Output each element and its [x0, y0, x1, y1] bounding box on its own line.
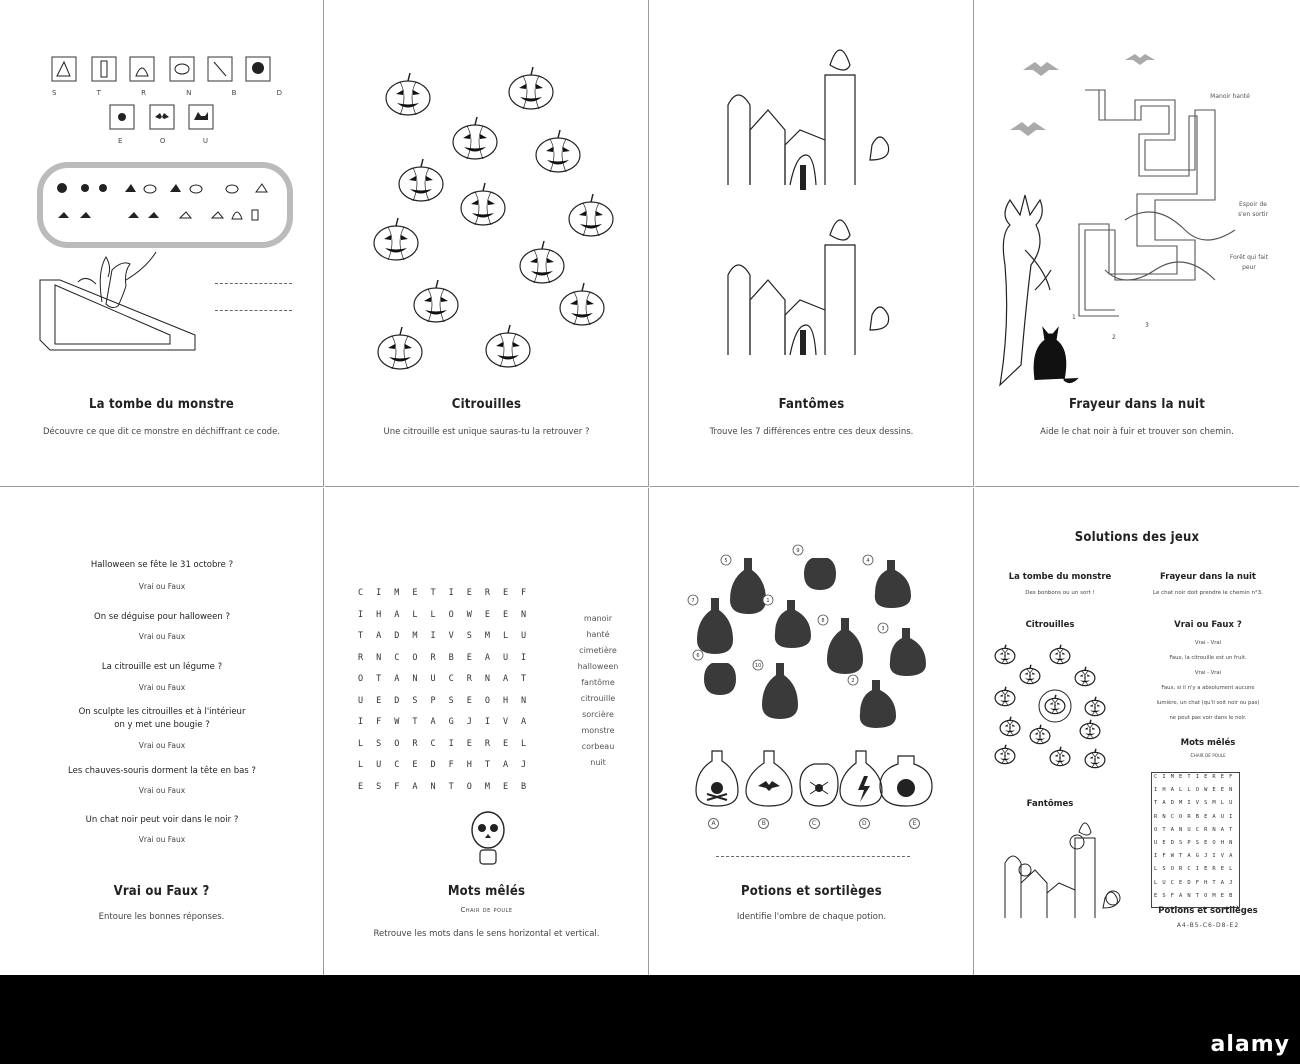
quiz-question: On sculpte les citrouilles et à l'intérieur [78, 707, 246, 717]
panel-caption: Entoure les bonnes réponses. [98, 912, 225, 922]
svg-text:7: 7 [691, 598, 695, 604]
pumpkin-icon [399, 159, 443, 201]
potion-shadow [763, 595, 811, 648]
potion-shadow [721, 555, 766, 614]
quiz-question: On se déguise pour halloween ? [94, 612, 230, 622]
wordsearch-row: ESFANTOMEB [358, 781, 540, 792]
panel-citrouilles [325, 0, 649, 487]
word-item: monstre [581, 726, 615, 735]
pumpkin-icon [374, 218, 418, 260]
panel-caption: Retrouve les mots dans le sens horizontal et vertical. [373, 929, 600, 939]
pumpkin-icon [1050, 747, 1070, 766]
solution-heading: Mots mêlés [1180, 738, 1236, 748]
solution-castle-drawing [995, 818, 1135, 928]
wordsearch-row: UEDSPSEOHN [1154, 839, 1238, 846]
word-item: fantôme [581, 678, 615, 687]
panel-subtitle: Chair de poule [460, 906, 513, 914]
word-item: corbeau [581, 742, 615, 751]
pumpkins-illustration [325, 60, 649, 380]
answer-line[interactable] [716, 856, 910, 857]
pumpkin-icon [461, 183, 505, 225]
haunted-castle-drawing-2 [650, 205, 974, 365]
svg-text:9: 9 [796, 548, 800, 554]
answer-line[interactable] [215, 310, 292, 311]
wordsearch-row: IFWTAGJIVA [1154, 853, 1238, 860]
scary-tree-and-cat [985, 160, 1105, 390]
panel-title: Citrouilles [451, 397, 522, 412]
quiz-answer-choices[interactable]: Vrai ou Faux [138, 835, 186, 844]
pumpkin-icon [569, 194, 613, 236]
svg-text:8: 8 [821, 618, 825, 624]
pumpkin-icon [1085, 697, 1105, 716]
potion-shadow [863, 555, 911, 608]
solution-vf-line: lumière, un chat (qu'il soit noir ou pas) [1156, 700, 1260, 706]
word-item: hanté [586, 630, 610, 639]
wordsearch-row: LSORCIEREL [1154, 866, 1238, 873]
word-item: citrouille [580, 694, 616, 703]
skull-icon [463, 808, 513, 878]
svg-text:10: 10 [754, 663, 762, 669]
potion-letter: B [758, 818, 769, 829]
potion-shadow [848, 675, 896, 728]
panel-caption: Aide le chat noir à fuir et trouver son chemin. [1040, 427, 1234, 437]
cipher-letter: E [118, 137, 123, 145]
solution-text: Des bonbons ou un sort ! [1025, 590, 1095, 596]
watermark-logo: alamy [1210, 1032, 1290, 1057]
quiz-question: Halloween se fête le 31 octobre ? [90, 560, 234, 570]
panel-fantomes [650, 0, 974, 487]
solution-subtitle: Chair de poule [1190, 753, 1226, 759]
potion-shadow [793, 545, 836, 590]
wordsearch-row: IHALLOWEEN [358, 609, 540, 620]
cipher-letter: R [141, 89, 146, 97]
pumpkin-icon [453, 117, 497, 159]
solution-vf-line: Faux, si il n'y a absolument aucune [1161, 685, 1255, 691]
solution-heading: La tombe du monstre [1008, 572, 1112, 582]
quiz-question: Les chauves-souris dorment la tête en bas ? [68, 766, 256, 776]
solution-vf-line: Vrai - Vrai [1194, 670, 1222, 676]
pumpkin-icon [1050, 645, 1070, 664]
potion-shadow [878, 623, 926, 676]
pumpkin-icon [1000, 717, 1020, 736]
wordsearch-row: CIMETIEREF [1154, 774, 1238, 780]
wordsearch-row: CIMETIEREF [358, 588, 540, 598]
maze-start-3: 3 [1145, 322, 1149, 329]
wordsearch-row: UEDSPSEOHN [358, 695, 540, 706]
wordsearch-row: TADMIVSMLU [358, 631, 540, 641]
wordsearch-row: ESFANTOMEB [1154, 892, 1238, 899]
cipher-letter: S [52, 89, 57, 97]
cipher-key [0, 0, 324, 160]
quiz-answer-choices[interactable]: Vrai ou Faux [138, 741, 186, 750]
wordsearch-row: LSORCIEREL [358, 738, 540, 749]
pumpkin-icon [509, 67, 553, 109]
cipher-letter: B [231, 89, 237, 97]
panel-solutions [975, 488, 1299, 975]
maze-label-foret: Forêt qui fait peur [1229, 254, 1269, 271]
bottom-banner [0, 975, 1300, 1064]
svg-text:2: 2 [851, 678, 855, 684]
panel-caption: Découvre ce que dit ce monstre en déchiffrant ce code. [42, 427, 281, 437]
quiz-answer-choices[interactable]: Vrai ou Faux [138, 582, 186, 591]
potion-letter: A [708, 818, 719, 829]
wordsearch-grid [358, 588, 539, 803]
panel-caption: Trouve les 7 différences entre ces deux dessins. [709, 427, 914, 437]
panel-frayeur [975, 0, 1299, 487]
wordsearch-row: IFWTAGJIVA [358, 717, 540, 727]
pumpkin-icon [486, 325, 530, 367]
svg-text:1: 1 [766, 598, 770, 604]
solution-heading: Frayeur dans la nuit [1159, 572, 1256, 582]
pumpkin-icon [1085, 749, 1105, 768]
panel-title: La tombe du monstre [89, 397, 234, 412]
svg-text:3: 3 [881, 626, 885, 632]
pumpkin-icon [995, 687, 1015, 706]
cipher-letter: U [202, 137, 208, 145]
pumpkin-icon [1045, 695, 1065, 714]
word-item: halloween [577, 662, 619, 671]
solution-vf-line: Faux, la citrouille est un fruit. [1169, 655, 1247, 661]
solution-vf-line: ne peut pas voir dans le noir. [1169, 715, 1247, 721]
potion-letter: D [859, 818, 870, 829]
svg-text:4: 4 [866, 558, 870, 564]
panel-vrai-ou-faux [0, 488, 324, 975]
word-item: sorcière [582, 710, 614, 719]
wordsearch-row: IHALLOWEEN [1154, 787, 1238, 794]
panel-title: Solutions des jeux [1074, 530, 1200, 545]
wordsearch-row: LUCEDFHTAJ [358, 760, 540, 770]
pumpkin-icon [520, 241, 564, 283]
cipher-letters-row1 [52, 89, 282, 97]
pumpkin-icon [995, 745, 1015, 764]
cipher-letter: O [159, 137, 166, 145]
cipher-letter: D [276, 89, 282, 97]
pumpkin-icon [995, 645, 1015, 664]
quiz-question: Un chat noir peut voir dans le noir ? [85, 815, 239, 825]
bone-speech-bubble [0, 150, 324, 250]
maze-start-2: 2 [1112, 334, 1116, 341]
panel-title: Potions et sortilèges [741, 884, 882, 899]
cipher-letter: T [96, 89, 101, 97]
quiz-answer-choices[interactable]: Vrai ou Faux [138, 683, 186, 692]
potion-letter: E [909, 818, 920, 829]
panel-title: Mots mêlés [447, 884, 526, 899]
panel-potions [650, 488, 974, 975]
panel-title: Frayeur dans la nuit [1069, 397, 1205, 412]
quiz-answer-choices[interactable]: Vrai ou Faux [138, 632, 186, 641]
maze-label-espoir: Espoir de s'en sortir [1238, 201, 1268, 218]
solution-text: A4-B5-C6-D8-E2 [1176, 922, 1240, 929]
pumpkin-icon [378, 327, 422, 369]
solution-vf-list [1133, 636, 1283, 726]
solution-heading: Fantômes [1026, 799, 1074, 809]
wordsearch-row: OTANUCRNAT [358, 674, 540, 684]
pumpkin-icon [1030, 725, 1050, 744]
haunted-castle-drawing-1 [650, 35, 974, 195]
pumpkin-icon [1075, 667, 1095, 686]
solution-wordsearch-grid [1151, 772, 1240, 908]
potion-letter: C [809, 818, 820, 829]
quiz-question: La citrouille est un légume ? [101, 662, 223, 672]
pumpkin-icon [414, 280, 458, 322]
panel-title: Fantômes [778, 397, 845, 412]
potion-bottles [650, 746, 974, 816]
word-item: cimetière [579, 646, 617, 655]
pumpkin-icon [386, 73, 430, 115]
solution-heading: Potions et sortilèges [1158, 906, 1258, 916]
solution-pumpkins [985, 636, 1125, 776]
quiz-answer-choices[interactable]: Vrai ou Faux [138, 786, 186, 795]
cipher-letter: N [186, 89, 192, 97]
wordsearch-row: TADMIVSMLU [1154, 800, 1238, 807]
word-item: nuit [590, 758, 606, 767]
maze-label-manoir: Manoir hanté [1210, 93, 1250, 100]
answer-line[interactable] [215, 283, 292, 284]
cipher-letters-row2 [118, 137, 208, 145]
panel-caption: Identifie l'ombre de chaque potion. [736, 912, 887, 922]
maze-start-1: 1 [1072, 314, 1076, 321]
wordsearch-row: LUCEDFHTAJ [1154, 879, 1238, 886]
panel-caption: Une citrouille est unique sauras-tu la retrouver ? [383, 427, 590, 437]
potion-shadow [753, 660, 798, 719]
pumpkin-icon [560, 283, 604, 325]
wordsearch-row: RNCORBEAUI [358, 652, 540, 663]
word-item: manoir [583, 614, 613, 623]
svg-text:5: 5 [724, 558, 728, 564]
panel-title: Vrai ou Faux ? [113, 884, 210, 899]
pumpkin-icon [536, 130, 580, 172]
wordsearch-row: RNCORBEAUI [1154, 813, 1238, 820]
solution-heading: Vrai ou Faux ? [1174, 620, 1242, 630]
panel-tombe [0, 0, 324, 487]
pumpkin-icon [1020, 665, 1040, 684]
panel-mots-meles [325, 488, 649, 975]
solution-vf-line: Vrai - Vrai [1194, 640, 1222, 646]
potion-letters [708, 818, 920, 829]
wordsearch-word-list [573, 611, 623, 771]
solution-heading: Citrouilles [1025, 620, 1075, 630]
svg-text:6: 6 [696, 653, 700, 659]
wordsearch-row: OTANUCRNAT [1154, 826, 1238, 833]
potion-shadow [693, 650, 736, 695]
solution-text: Le chat noir doit prendre le chemin n°3. [1153, 590, 1263, 596]
quiz-question-line2: on y met une bougie ? [114, 720, 210, 730]
pumpkin-icon [1080, 720, 1100, 739]
potion-shadow [688, 595, 733, 654]
potion-shadow [818, 615, 863, 674]
